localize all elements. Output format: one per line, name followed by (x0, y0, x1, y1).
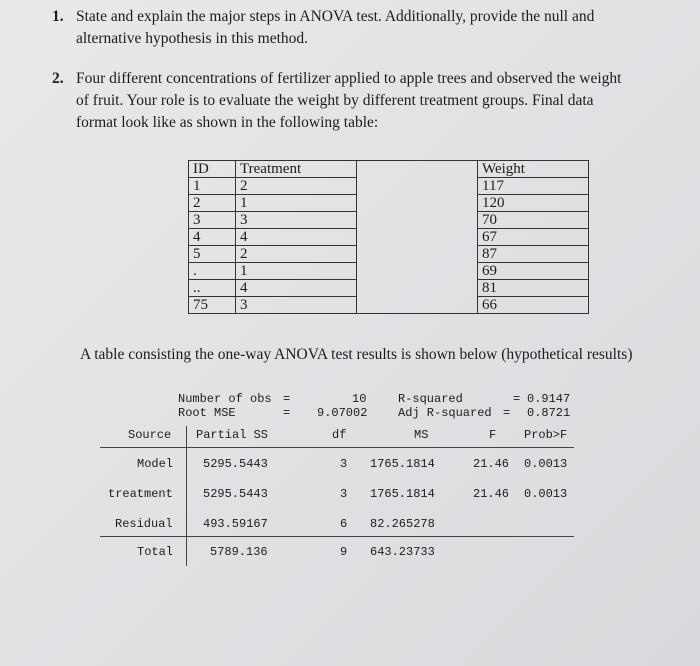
cell-treatment: 1 (236, 263, 357, 280)
cell-weight: 120 (478, 195, 589, 212)
anova-row-model-ss: 5295.5443 (203, 457, 268, 471)
table-row (189, 280, 589, 297)
rmse-value: 9.07002 (317, 406, 368, 420)
cell-id: 5 (189, 246, 236, 263)
anova-row-treatment-f: 21.46 (473, 487, 510, 501)
anova-row-total-ss: 5789.136 (210, 545, 268, 559)
anova-row-model-df: 3 (340, 457, 348, 471)
anova-header-ms: MS (414, 428, 429, 442)
anova-row-model-f: 21.46 (473, 457, 510, 471)
cell-treatment: 1 (236, 195, 357, 212)
cell-weight: 69 (478, 263, 589, 280)
cell-treatment: 3 (236, 212, 357, 229)
anova-header-df: df (332, 428, 347, 442)
anova-row-treatment-p: 0.0013 (524, 487, 568, 501)
anova-row-residual-ss: 493.59167 (203, 517, 268, 531)
header-gap (357, 161, 478, 178)
anova-header-source: Source (128, 428, 172, 442)
rmse-label: Root MSE (178, 406, 236, 420)
table-row (189, 297, 589, 314)
table-row (189, 195, 589, 212)
adjr2-label: Adj R-squared (398, 406, 492, 420)
r2-eq: = (513, 392, 521, 406)
anova-row-residual-source: Residual (115, 517, 173, 531)
table-row (189, 229, 589, 246)
header-weight: Weight (478, 161, 589, 178)
question-2-number: 2. (52, 70, 64, 87)
cell-weight: 81 (478, 280, 589, 297)
question-1-line-2: alternative hypothesis in this method. (76, 30, 309, 47)
cell-weight: 117 (478, 178, 589, 195)
anova-row-residual-df: 6 (340, 517, 348, 531)
anova-row-residual-ms: 82.265278 (370, 517, 435, 531)
r2-value: 0.9147 (527, 392, 571, 406)
table-row (189, 263, 589, 280)
header-id: ID (189, 161, 236, 178)
cell-weight: 67 (478, 229, 589, 246)
cell-treatment: 2 (236, 246, 357, 263)
anova-row-total-df: 9 (340, 545, 348, 559)
cell-id: . (189, 263, 236, 280)
cell-id: 1 (189, 178, 236, 195)
anova-row-treatment-df: 3 (340, 487, 348, 501)
question-1-line-1: State and explain the major steps in ANOVA test. Additionally, provide the null and (76, 8, 595, 25)
question-2-line-2: of fruit. Your role is to evaluate the weight by different treatment groups. Final data (76, 92, 594, 109)
question-2-line-1: Four different concentrations of fertilizer applied to apple trees and observed the weight (76, 70, 622, 87)
cell-id: 4 (189, 229, 236, 246)
anova-row-model-ms: 1765.1814 (370, 457, 435, 471)
nobs-value: 10 (352, 392, 367, 406)
anova-header-rule (100, 447, 574, 448)
anova-row-model-p: 0.0013 (524, 457, 568, 471)
cell-id: 75 (189, 297, 236, 314)
nobs-eq: = (283, 392, 291, 406)
nobs-label: Number of obs (178, 392, 272, 406)
cell-id: .. (189, 280, 236, 297)
table-header-row (189, 161, 589, 178)
cell-id: 3 (189, 212, 236, 229)
anova-row-total-ms: 643.23733 (370, 545, 435, 559)
cell-treatment: 4 (236, 280, 357, 297)
adjr2-eq: = (503, 406, 511, 420)
question-1-number: 1. (52, 8, 64, 25)
question-2-line-3: format look like as shown in the following table: (76, 114, 379, 131)
table-row (189, 212, 589, 229)
header-treatment: Treatment (236, 161, 357, 178)
table-row (189, 178, 589, 195)
cell-treatment: 3 (236, 297, 357, 314)
anova-row-treatment-ms: 1765.1814 (370, 487, 435, 501)
cell-weight: 87 (478, 246, 589, 263)
anova-row-treatment-source: treatment (108, 487, 173, 501)
r2-label: R-squared (398, 392, 463, 406)
table-row (189, 246, 589, 263)
anova-row-treatment-ss: 5295.5443 (203, 487, 268, 501)
rmse-eq: = (283, 406, 291, 420)
cell-weight: 70 (478, 212, 589, 229)
cell-weight: 66 (478, 297, 589, 314)
anova-row-model-source: Model (137, 457, 174, 471)
cell-treatment: 2 (236, 178, 357, 195)
fertilizer-data-table (188, 160, 589, 314)
cell-treatment: 4 (236, 229, 357, 246)
anova-header-ss: Partial SS (196, 428, 269, 442)
anova-caption: A table consisting the one-way ANOVA test results is shown below (hypothetical results) (80, 346, 633, 363)
anova-row-total-source: Total (137, 545, 174, 559)
anova-header-p: Prob>F (524, 428, 568, 442)
adjr2-value: 0.8721 (527, 406, 571, 420)
anova-total-rule (100, 536, 574, 537)
anova-header-f: F (489, 428, 497, 442)
cell-id: 2 (189, 195, 236, 212)
